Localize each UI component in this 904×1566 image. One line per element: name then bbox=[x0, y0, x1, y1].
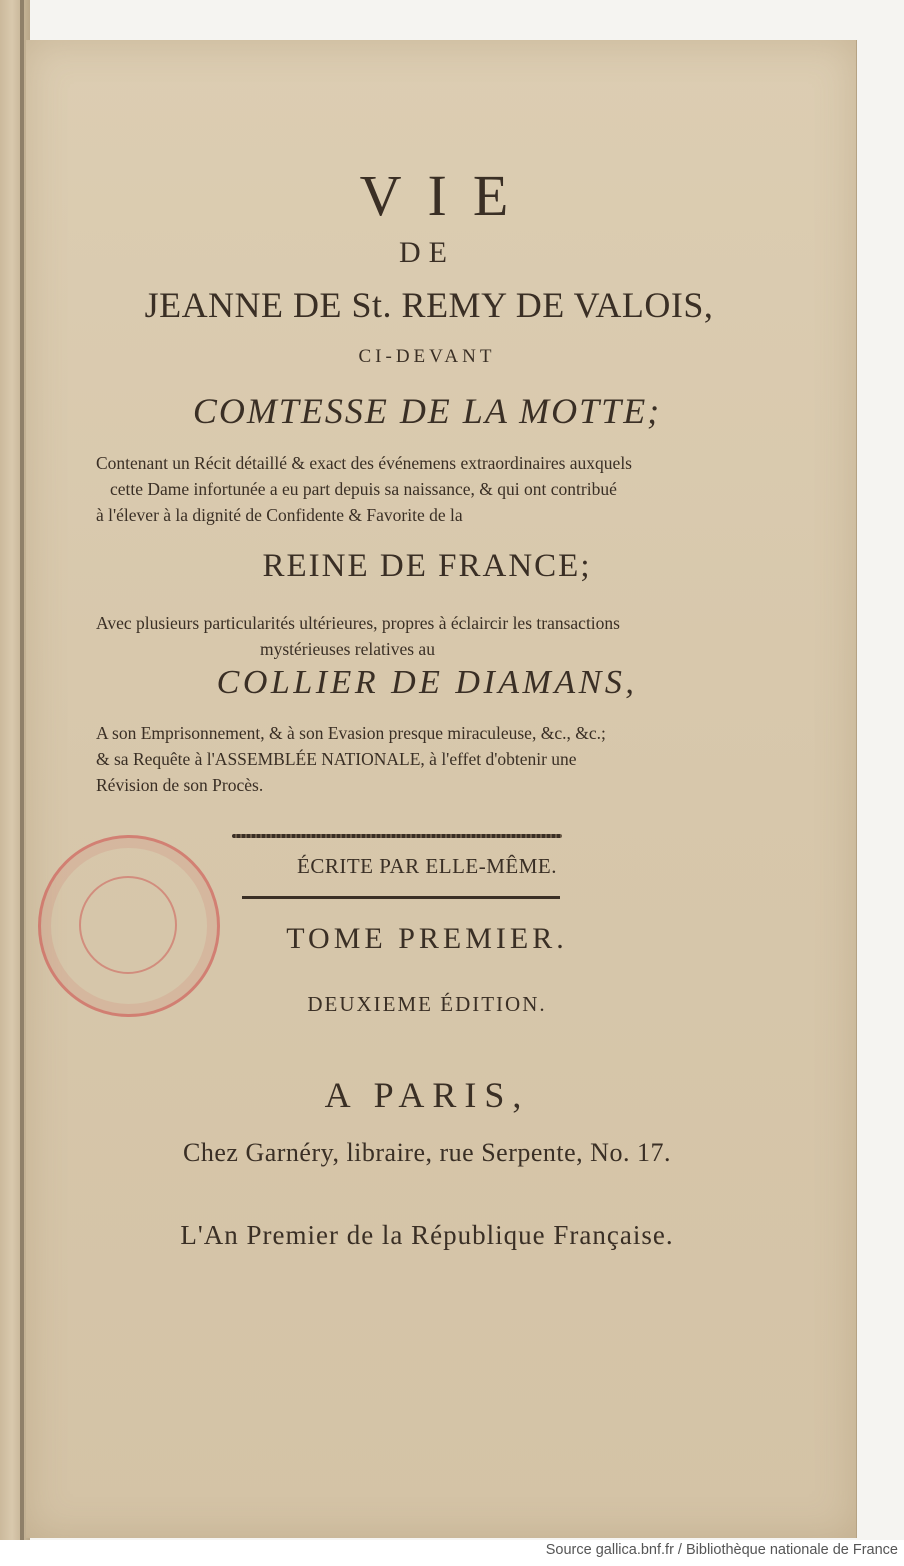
title-comtesse: COMTESSE DE LA MOTTE; bbox=[192, 391, 662, 431]
page-gutter bbox=[20, 0, 24, 1540]
author-note: ÉCRITE PAR ELLE-MÊME. bbox=[297, 854, 557, 878]
title-vie: VIE bbox=[359, 163, 535, 228]
description-paragraph-2 bbox=[96, 610, 716, 662]
title-cidevant: CI-DEVANT bbox=[358, 346, 496, 367]
title-reine: REINE DE FRANCE; bbox=[262, 548, 592, 584]
description-line: & sa Requête à l'ASSEMBLÉE NATIONALE, à l'effet d'obtenir une bbox=[96, 749, 577, 769]
title-page bbox=[26, 40, 856, 1538]
divider-rule bbox=[242, 896, 560, 899]
description-paragraph-3 bbox=[96, 720, 716, 798]
description-line: Contenant un Récit détaillé & exact des événemens extraordinaires auxquels bbox=[96, 453, 632, 473]
title-name: JEANNE DE St. REMY DE VALOIS, bbox=[144, 285, 714, 325]
volume-label: TOME PREMIER. bbox=[286, 922, 568, 955]
description-line: à l'élever à la dignité de Confidente & Favorite de la bbox=[96, 505, 463, 525]
title-de: DE bbox=[399, 236, 455, 269]
description-paragraph-1 bbox=[96, 450, 716, 528]
imprint-publisher: Chez Garnéry, libraire, rue Serpente, No. 17. bbox=[183, 1138, 671, 1167]
description-line: Avec plusieurs particularités ultérieures, propres à éclaircir les transactions bbox=[96, 613, 620, 633]
ornamental-rule bbox=[232, 834, 562, 838]
title-collier: COLLIER DE DIAMANS, bbox=[216, 664, 638, 701]
edition-label: DEUXIEME ÉDITION. bbox=[307, 992, 547, 1016]
imprint-date: L'An Premier de la République Française. bbox=[180, 1220, 674, 1250]
description-line: A son Emprisonnement, & à son Evasion presque miraculeuse, &c., &c.; bbox=[96, 723, 606, 743]
description-line: Révision de son Procès. bbox=[96, 775, 264, 795]
description-line: mystérieuses relatives au bbox=[260, 639, 435, 659]
description-line: cette Dame infortunée a eu part depuis sa naissance, & qui ont contribué bbox=[110, 479, 617, 499]
source-credit: Source gallica.bnf.fr / Bibliothèque nationale de France bbox=[545, 1542, 898, 1558]
imprint-place: A PARIS, bbox=[324, 1075, 530, 1115]
